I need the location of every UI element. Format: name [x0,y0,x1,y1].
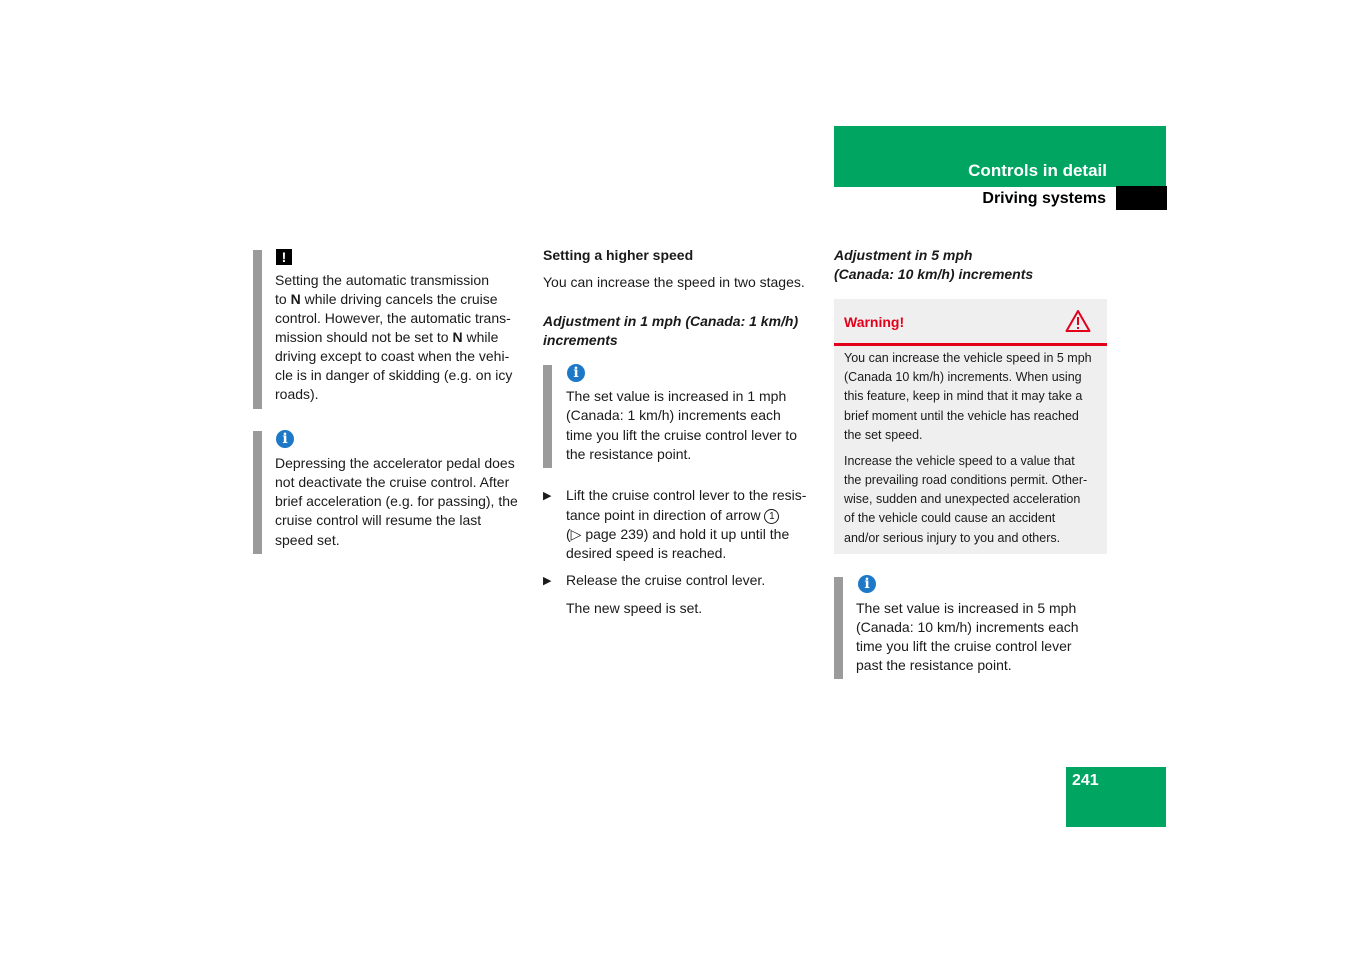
info-right-line-4: past the resistance point. [856,657,1012,673]
step-1-line-4: desired speed is reached. [566,545,727,561]
warning-p2-line-2: the prevailing road conditions permit. Other- [844,473,1088,487]
step-1-line-3[interactable]: (▷ page 239) and hold it up until the [566,526,790,542]
warning-p1-line-2: (Canada 10 km/h) increments. When using [844,370,1082,384]
subheading-1mph-line-1: Adjustment in 1 mph (Canada: 1 km/h) [543,313,799,329]
warning-box [834,299,1107,554]
info-right-line-2: (Canada: 10 km/h) increments each [856,619,1079,635]
warning-p2-line-1: Increase the vehicle speed to a value that [844,454,1075,468]
info-left-line-1: Depressing the accelerator pedal does [275,455,515,471]
intro-text: You can increase the speed in two stages. [543,274,805,290]
section-title: Controls in detail [968,161,1107,180]
warning-p1-line-5: the set speed. [844,428,923,442]
info-left-line-4: cruise control will resume the last [275,512,482,528]
info-left-line-2: not deactivate the cruise control. After [275,474,510,490]
info-mid-line-3: time you lift the cruise control lever to [566,427,798,443]
section-heading: Setting a higher speed [543,247,694,263]
subheading-5mph-line-2: (Canada: 10 km/h) increments [834,266,1034,282]
page-number: 241 [1072,772,1099,789]
warning-p2-line-5: and/or serious injury to you and others. [844,531,1061,545]
warning-p2-line-3: wise, sudden and unexpected acceleration [844,492,1081,506]
step-bullet-icon: ▶ [543,490,552,502]
info-mid-line-2: (Canada: 1 km/h) increments each [566,407,781,423]
info-left-line-3: brief acceleration (e.g. for passing), the [275,493,518,509]
info-icon: i [567,364,585,382]
exclamation-icon: ! [276,249,292,265]
step-1-line-2: tance point in direction of arrow 1 [566,506,779,525]
info-right-line-1: The set value is increased in 5 mph [856,600,1077,616]
result-text: The new speed is set. [566,600,703,616]
subheading-5mph-line-1: Adjustment in 5 mph [834,247,973,263]
warning-p1-line-1: You can increase the vehicle speed in 5 mph [844,351,1092,365]
info-bar-left [253,431,262,554]
info-mid-line-1: The set value is increased in 1 mph [566,388,787,404]
caution-line-6: cle is in danger of skidding (e.g. on icy [275,367,513,383]
subsection-title: Driving systems [982,190,1106,207]
info-mid-line-4: the resistance point. [566,446,692,462]
warning-title: Warning! [844,314,905,330]
page-number-box [1066,767,1166,827]
step-1-line-1: Lift the cruise control lever to the resis- [566,487,807,503]
warning-p1-line-4: brief moment until the vehicle has reached [844,409,1079,423]
caution-line-4: mission should not be set to N while [275,329,499,345]
info-icon: i [858,575,876,593]
caution-line-1: Setting the automatic transmission [275,272,489,288]
warning-triangle-icon [1065,309,1091,333]
info-icon: i [276,430,294,448]
info-right-line-3: time you lift the cruise control lever [856,638,1072,654]
warning-p2-line-4: of the vehicle could cause an accident [844,511,1056,525]
caution-bar [253,250,262,409]
warning-p1-line-3: this feature, keep in mind that it may take a [844,389,1083,403]
info-left-line-5: speed set. [275,532,340,548]
info-bar-middle [543,365,552,468]
warning-header [834,299,1107,346]
caution-line-7: roads). [275,386,319,402]
caution-line-5: driving except to coast when the vehi- [275,348,510,364]
step-bullet-icon: ▶ [543,575,552,587]
header-marker [1116,186,1167,210]
section-header [834,126,1166,187]
info-bar-right [834,577,843,679]
subheading-1mph-line-2: increments [543,332,618,348]
caution-line-3: control. However, the automatic trans- [275,310,511,326]
arrow-number-badge: 1 [764,509,779,524]
step-2-line-1: Release the cruise control lever. [566,572,766,588]
caution-line-2: to N while driving cancels the cruise [275,291,498,307]
